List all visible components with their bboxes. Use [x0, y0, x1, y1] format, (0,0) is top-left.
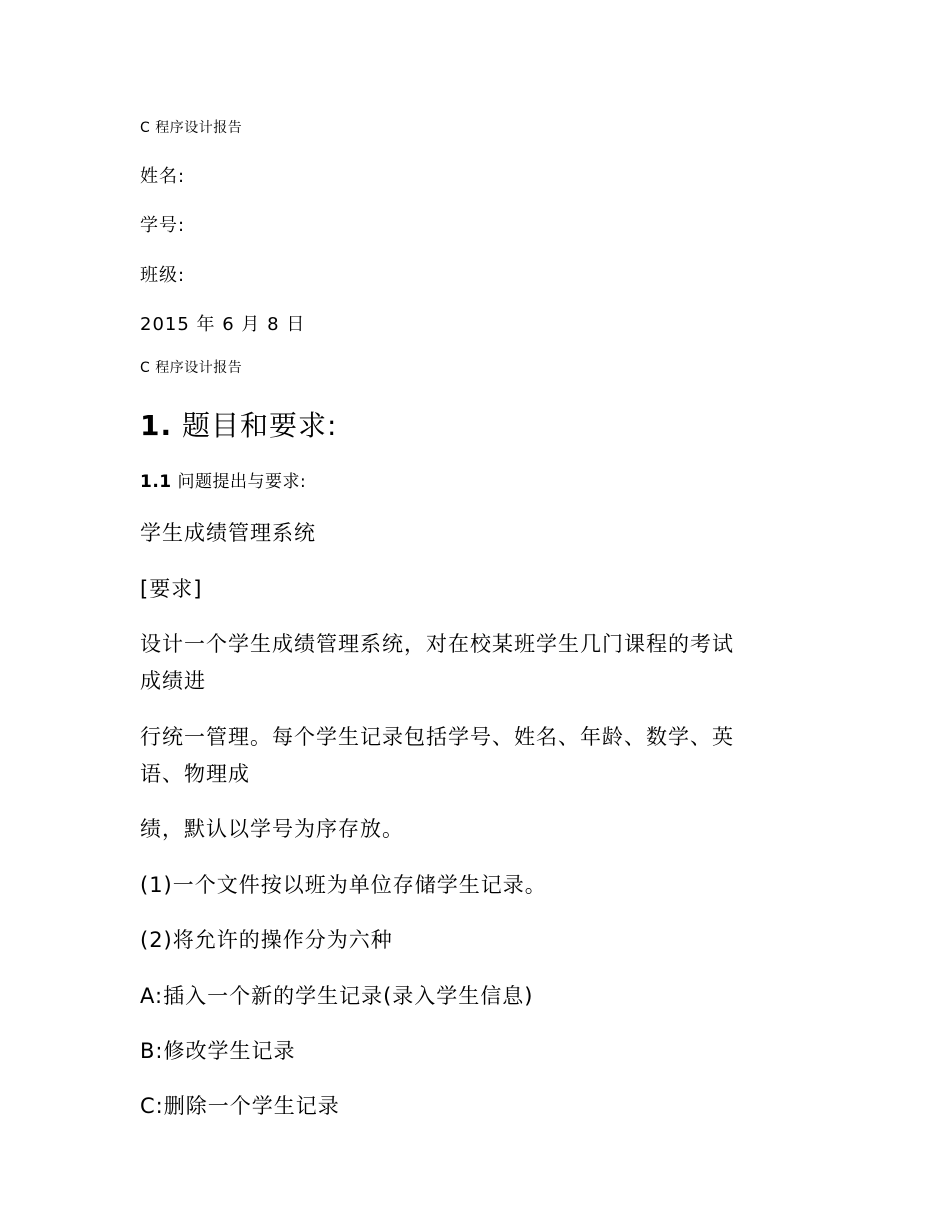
paragraph-line: 绩，默认以学号为序存放。 [140, 817, 404, 841]
system-name: 学生成绩管理系统 [140, 521, 316, 545]
section-number: 1. [140, 409, 173, 442]
report-date: 2015 年 6 月 8 日 [140, 314, 306, 335]
name-label: 姓名: [140, 166, 186, 187]
subsection-number: 1.1 [140, 472, 172, 492]
paragraph-line: 语、物理成 [140, 762, 250, 786]
section-heading [140, 404, 337, 444]
list-item: A:插入一个新的学生记录(录入学生信息) [140, 984, 534, 1008]
list-item: (2)将允许的操作分为六种 [140, 928, 393, 952]
requirements-label: [要求] [140, 577, 203, 601]
subsection-title: 问题提出与要求: [177, 472, 307, 492]
section-title: 题目和要求: [182, 409, 338, 442]
report-header-page2: C 程序设计报告 [140, 360, 243, 376]
list-item: (1)一个文件按以班为单位存储学生记录。 [140, 873, 547, 897]
student-id-label: 学号: [140, 215, 186, 236]
list-item: B:修改学生记录 [140, 1039, 296, 1063]
paragraph-line: 行统一管理。每个学生记录包括学号、姓名、年龄、数学、英 [140, 725, 734, 749]
report-header-cover: C 程序设计报告 [140, 120, 243, 136]
class-label: 班级: [140, 265, 186, 286]
subsection-heading [140, 467, 306, 492]
paragraph-line: 成绩进 [140, 669, 206, 693]
list-item: C:删除一个学生记录 [140, 1094, 340, 1118]
paragraph-line: 设计一个学生成绩管理系统，对在校某班学生几门课程的考试 [140, 632, 734, 656]
